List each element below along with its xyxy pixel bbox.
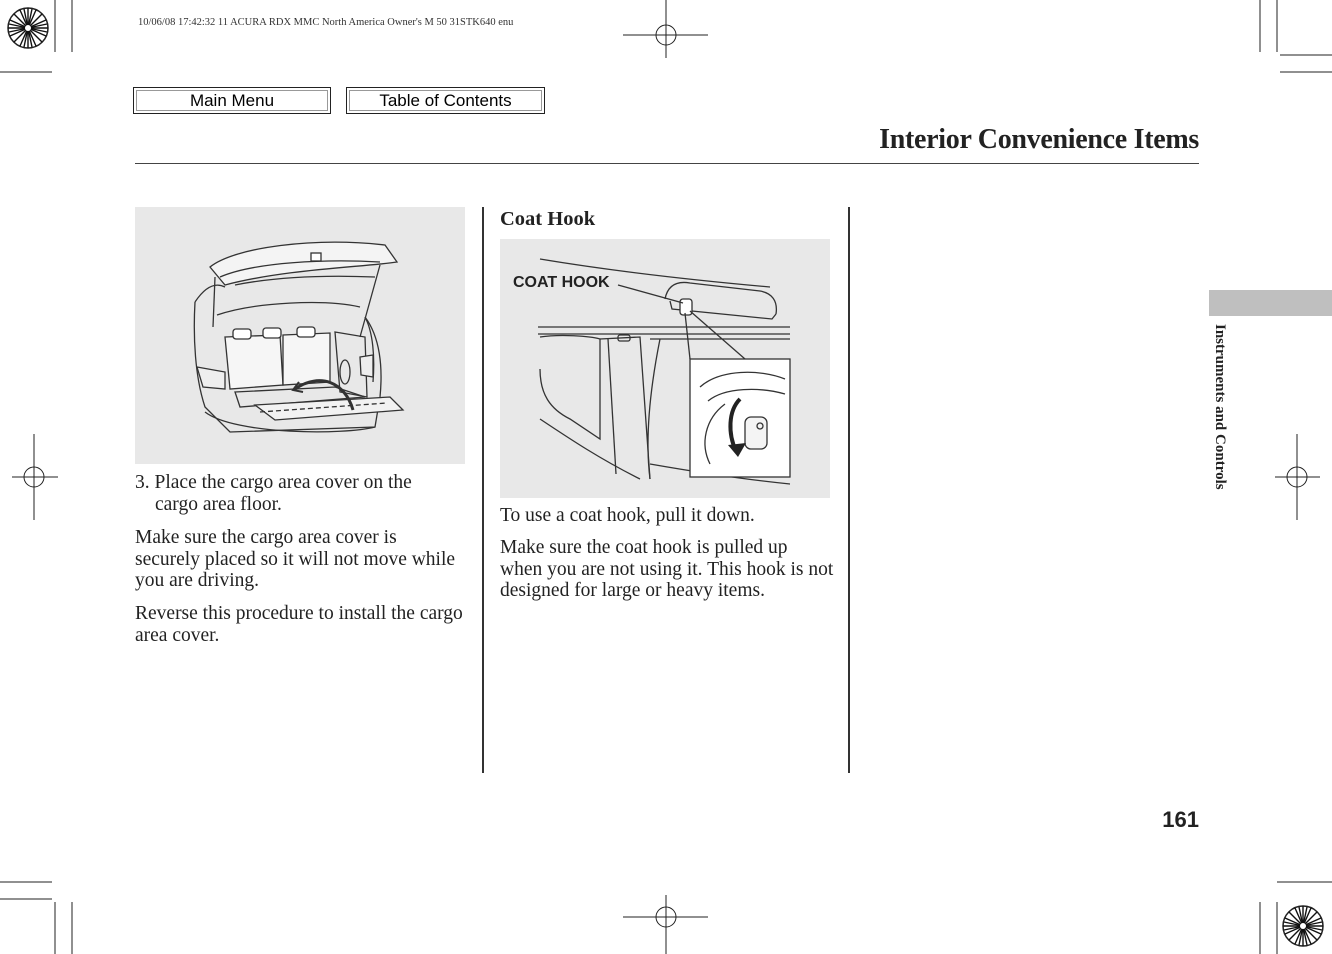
section-tab-marker xyxy=(1209,290,1332,316)
step-number: 3. xyxy=(135,472,150,493)
main-menu-button[interactable]: Main Menu xyxy=(133,87,331,114)
coat-hook-callout: COAT HOOK xyxy=(513,274,610,291)
step-text-line2: cargo area floor. xyxy=(155,493,282,515)
cargo-cover-illustration xyxy=(135,207,465,464)
section-tab-label xyxy=(1203,324,1241,534)
coat-hook-caution: Make sure the coat hook is pulled up when you are not using it. This hook is not designed for large or heavy items. xyxy=(500,537,834,601)
page-number: 161 xyxy=(1162,807,1199,832)
coat-hook-illustration xyxy=(500,239,830,498)
coat-hook-usage: To use a coat hook, pull it down. xyxy=(500,505,755,526)
cargo-cover-note: Make sure the cargo area cover is securely placed so it will not move while you are driving. xyxy=(135,527,456,591)
step-3-item xyxy=(135,472,465,515)
title-divider xyxy=(135,163,1199,164)
column-divider-right xyxy=(848,207,850,773)
step-text-line1: Place the cargo area cover on the xyxy=(154,472,412,493)
column-divider-left xyxy=(482,207,484,773)
reverse-procedure-note: Reverse this procedure to install the cargo area cover. xyxy=(135,603,463,646)
section-tab-text: Instruments and Controls xyxy=(1212,324,1228,490)
print-header: 10/06/08 17:42:32 11 ACURA RDX MMC North America Owner's M 50 31STK640 enu xyxy=(138,17,514,28)
page-title: Interior Convenience Items xyxy=(879,124,1199,155)
coat-hook-heading: Coat Hook xyxy=(500,208,596,230)
table-of-contents-button[interactable]: Table of Contents xyxy=(346,87,545,114)
